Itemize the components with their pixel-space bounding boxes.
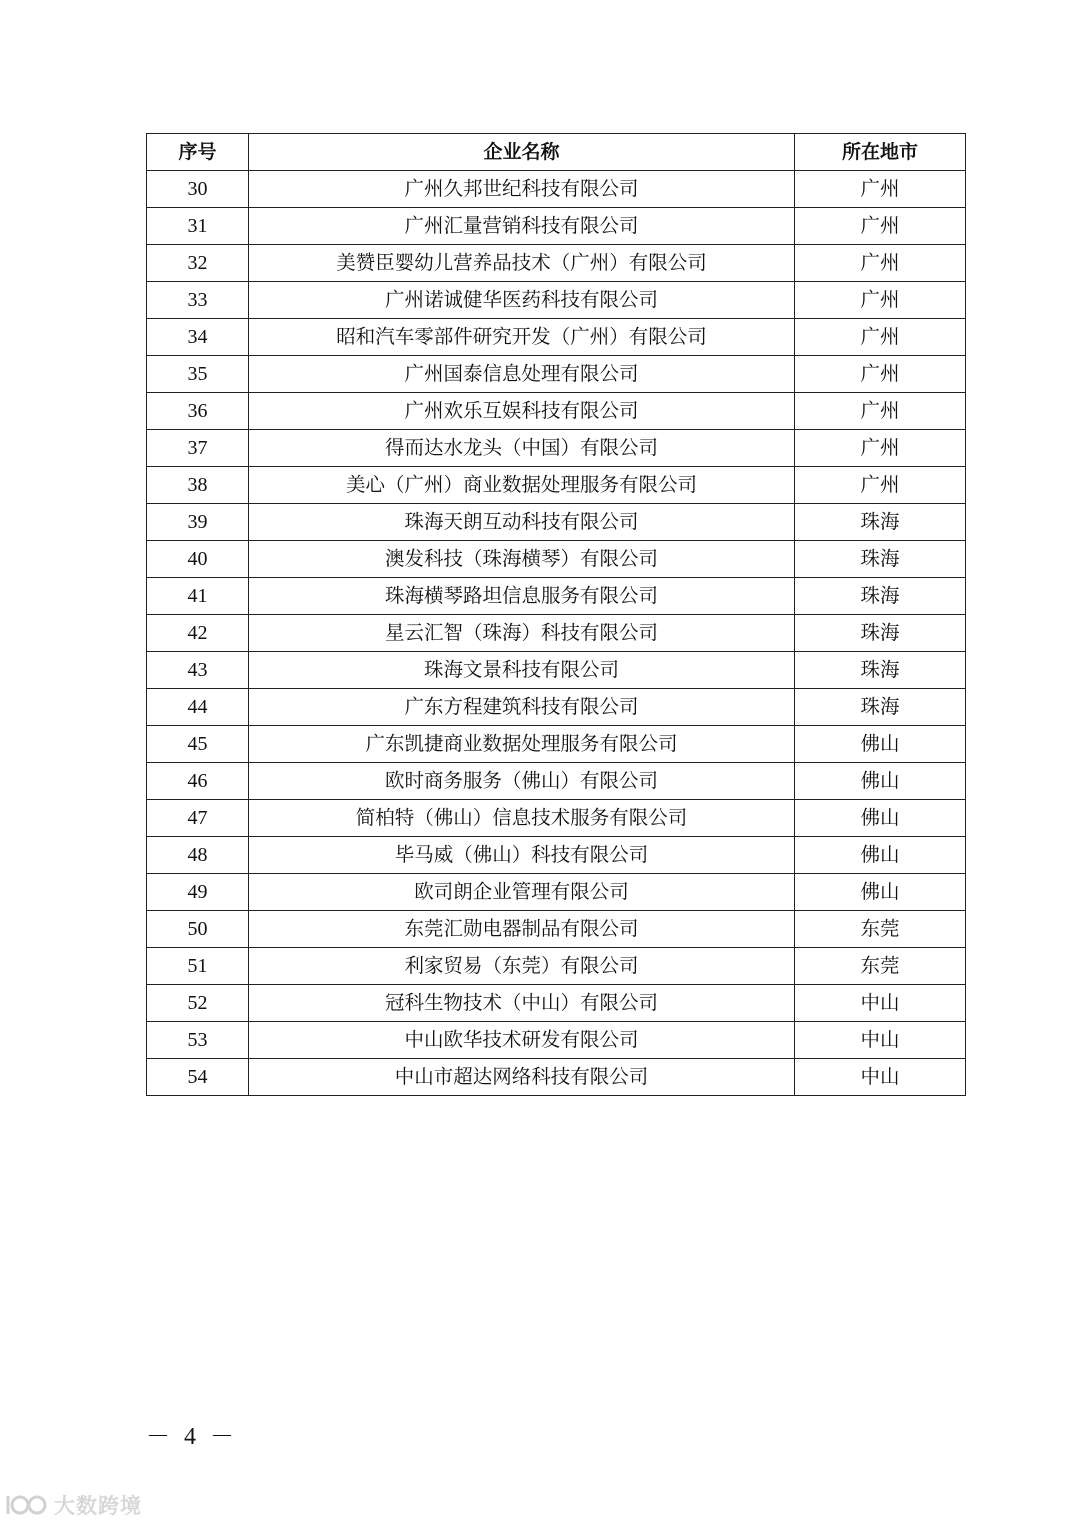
row-serial-number: 44 bbox=[147, 689, 249, 726]
row-city: 珠海 bbox=[795, 504, 966, 541]
row-city: 广州 bbox=[795, 356, 966, 393]
brand-logo-icon bbox=[4, 1492, 50, 1518]
row-city: 广州 bbox=[795, 467, 966, 504]
row-company-name: 广州久邦世纪科技有限公司 bbox=[249, 171, 795, 208]
table-row bbox=[147, 282, 966, 319]
row-serial-number: 34 bbox=[147, 319, 249, 356]
header-row bbox=[147, 134, 966, 171]
row-company-name: 毕马威（佛山）科技有限公司 bbox=[249, 837, 795, 874]
row-company-name: 东莞汇勋电器制品有限公司 bbox=[249, 911, 795, 948]
row-company-name: 澳发科技（珠海横琴）有限公司 bbox=[249, 541, 795, 578]
table-header bbox=[147, 134, 966, 171]
row-city: 东莞 bbox=[795, 911, 966, 948]
watermark bbox=[4, 1490, 142, 1520]
table-row bbox=[147, 504, 966, 541]
row-company-name: 欧司朗企业管理有限公司 bbox=[249, 874, 795, 911]
row-city: 广州 bbox=[795, 430, 966, 467]
table-row bbox=[147, 171, 966, 208]
row-company-name: 得而达水龙头（中国）有限公司 bbox=[249, 430, 795, 467]
table-row bbox=[147, 208, 966, 245]
row-city: 珠海 bbox=[795, 652, 966, 689]
row-city: 中山 bbox=[795, 1059, 966, 1096]
table-row bbox=[147, 319, 966, 356]
table-row bbox=[147, 837, 966, 874]
row-city: 中山 bbox=[795, 1022, 966, 1059]
table-row bbox=[147, 393, 966, 430]
row-serial-number: 39 bbox=[147, 504, 249, 541]
page-number: － 4 － bbox=[146, 1424, 238, 1450]
table-row bbox=[147, 948, 966, 985]
row-city: 佛山 bbox=[795, 837, 966, 874]
row-serial-number: 50 bbox=[147, 911, 249, 948]
row-city: 中山 bbox=[795, 985, 966, 1022]
row-serial-number: 45 bbox=[147, 726, 249, 763]
table-row bbox=[147, 763, 966, 800]
table-row bbox=[147, 911, 966, 948]
row-company-name: 广州国泰信息处理有限公司 bbox=[249, 356, 795, 393]
row-serial-number: 32 bbox=[147, 245, 249, 282]
row-serial-number: 47 bbox=[147, 800, 249, 837]
row-city: 佛山 bbox=[795, 763, 966, 800]
row-city: 珠海 bbox=[795, 541, 966, 578]
table-row bbox=[147, 356, 966, 393]
row-city: 东莞 bbox=[795, 948, 966, 985]
table-row bbox=[147, 430, 966, 467]
row-city: 佛山 bbox=[795, 874, 966, 911]
row-company-name: 广东凯捷商业数据处理服务有限公司 bbox=[249, 726, 795, 763]
row-city: 广州 bbox=[795, 319, 966, 356]
table-row bbox=[147, 800, 966, 837]
row-serial-number: 30 bbox=[147, 171, 249, 208]
table-body bbox=[147, 171, 966, 1096]
row-company-name: 广州欢乐互娱科技有限公司 bbox=[249, 393, 795, 430]
row-serial-number: 49 bbox=[147, 874, 249, 911]
row-city: 广州 bbox=[795, 208, 966, 245]
row-company-name: 昭和汽车零部件研究开发（广州）有限公司 bbox=[249, 319, 795, 356]
table-row bbox=[147, 467, 966, 504]
row-serial-number: 48 bbox=[147, 837, 249, 874]
row-company-name: 简柏特（佛山）信息技术服务有限公司 bbox=[249, 800, 795, 837]
row-company-name: 冠科生物技术（中山）有限公司 bbox=[249, 985, 795, 1022]
table-row bbox=[147, 1022, 966, 1059]
table-row bbox=[147, 726, 966, 763]
row-city: 广州 bbox=[795, 171, 966, 208]
row-city: 广州 bbox=[795, 245, 966, 282]
table-row bbox=[147, 245, 966, 282]
row-company-name: 珠海文景科技有限公司 bbox=[249, 652, 795, 689]
table-row bbox=[147, 578, 966, 615]
row-serial-number: 36 bbox=[147, 393, 249, 430]
row-serial-number: 46 bbox=[147, 763, 249, 800]
header-company-name: 企业名称 bbox=[249, 134, 795, 171]
table-row bbox=[147, 1059, 966, 1096]
row-company-name: 中山市超达网络科技有限公司 bbox=[249, 1059, 795, 1096]
row-company-name: 美赞臣婴幼儿营养品技术（广州）有限公司 bbox=[249, 245, 795, 282]
row-city: 珠海 bbox=[795, 578, 966, 615]
row-serial-number: 54 bbox=[147, 1059, 249, 1096]
company-table-container bbox=[146, 133, 965, 1096]
row-serial-number: 53 bbox=[147, 1022, 249, 1059]
row-company-name: 珠海横琴路坦信息服务有限公司 bbox=[249, 578, 795, 615]
row-company-name: 广东方程建筑科技有限公司 bbox=[249, 689, 795, 726]
row-city: 珠海 bbox=[795, 615, 966, 652]
row-serial-number: 40 bbox=[147, 541, 249, 578]
row-serial-number: 42 bbox=[147, 615, 249, 652]
row-serial-number: 38 bbox=[147, 467, 249, 504]
watermark-text: 大数跨境 bbox=[54, 1494, 142, 1518]
row-serial-number: 31 bbox=[147, 208, 249, 245]
table-row bbox=[147, 874, 966, 911]
row-serial-number: 35 bbox=[147, 356, 249, 393]
row-city: 佛山 bbox=[795, 726, 966, 763]
row-company-name: 星云汇智（珠海）科技有限公司 bbox=[249, 615, 795, 652]
row-city: 广州 bbox=[795, 393, 966, 430]
row-serial-number: 37 bbox=[147, 430, 249, 467]
company-table bbox=[146, 133, 966, 1096]
row-city: 珠海 bbox=[795, 689, 966, 726]
row-serial-number: 33 bbox=[147, 282, 249, 319]
row-company-name: 广州诺诚健华医药科技有限公司 bbox=[249, 282, 795, 319]
row-serial-number: 43 bbox=[147, 652, 249, 689]
row-company-name: 利家贸易（东莞）有限公司 bbox=[249, 948, 795, 985]
table-row bbox=[147, 652, 966, 689]
header-city: 所在地市 bbox=[795, 134, 966, 171]
row-city: 佛山 bbox=[795, 800, 966, 837]
row-company-name: 珠海天朗互动科技有限公司 bbox=[249, 504, 795, 541]
row-serial-number: 51 bbox=[147, 948, 249, 985]
row-company-name: 欧时商务服务（佛山）有限公司 bbox=[249, 763, 795, 800]
row-company-name: 美心（广州）商业数据处理服务有限公司 bbox=[249, 467, 795, 504]
table-row bbox=[147, 615, 966, 652]
header-serial-number: 序号 bbox=[147, 134, 249, 171]
table-row bbox=[147, 689, 966, 726]
row-city: 广州 bbox=[795, 282, 966, 319]
row-company-name: 广州汇量营销科技有限公司 bbox=[249, 208, 795, 245]
table-row bbox=[147, 985, 966, 1022]
row-serial-number: 52 bbox=[147, 985, 249, 1022]
table-row bbox=[147, 541, 966, 578]
row-serial-number: 41 bbox=[147, 578, 249, 615]
row-company-name: 中山欧华技术研发有限公司 bbox=[249, 1022, 795, 1059]
